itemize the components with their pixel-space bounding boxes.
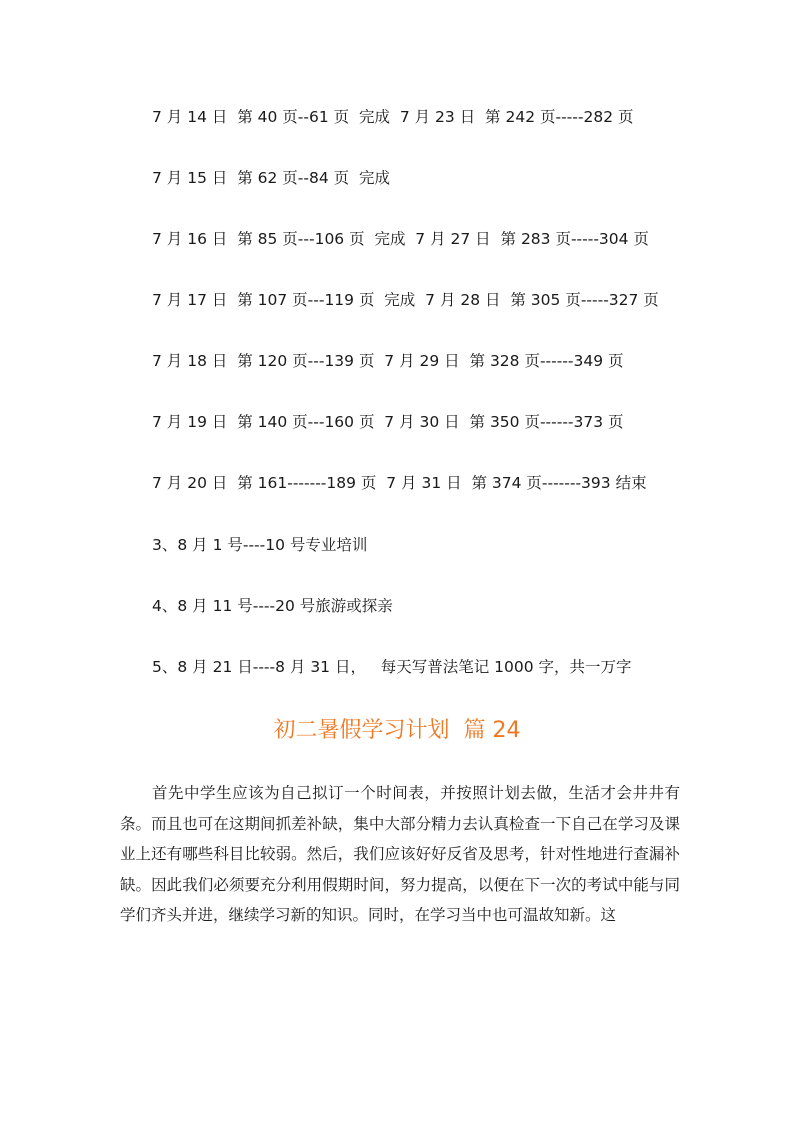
schedule-line-1: 7 月 14 日 第 40 页--61 页 完成 7 月 23 日 第 242 页-----282 页 bbox=[152, 108, 634, 126]
section-heading: 初二暑假学习计划 篇 24 bbox=[273, 718, 521, 743]
body-paragraph: 首先中学生应该为自己拟订一个时间表，并按照计划去做，生活才会井井有条。而且也可在这期间抓差补缺，集中大部分精力去认真检查一下自己在学习及课业上还有哪些科目比较弱。然后，我们应该好好反省及思考，针对性地进行查漏补缺。因此我们必须要充分利用假期时间，努力提高，以便在下一次的考试中能与同学们齐头并进，继续学习新的知识。同时，在学习当中也可温故知新。这 bbox=[120, 784, 680, 925]
schedule-line-4: 7 月 17 日 第 107 页---119 页 完成 7 月 28 日 第 305 页-----327 页 bbox=[152, 291, 659, 309]
plan-item-3: 3、8 月 1 号----10 号专业培训 bbox=[152, 536, 368, 554]
schedule-line-3: 7 月 16 日 第 85 页---106 页 完成 7 月 27 日 第 283 页-----304 页 bbox=[152, 230, 649, 248]
schedule-line-7: 7 月 20 日 第 161-------189 页 7 月 31 日 第 374 页-------393 结束 bbox=[152, 474, 647, 492]
schedule-line-5: 7 月 18 日 第 120 页---139 页 7 月 29 日 第 328 页------349 页 bbox=[152, 352, 624, 370]
schedule-line-6: 7 月 19 日 第 140 页---160 页 7 月 30 日 第 350 页------373 页 bbox=[152, 413, 624, 431]
plan-item-4: 4、8 月 11 号----20 号旅游或探亲 bbox=[152, 597, 393, 615]
plan-item-5: 5、8 月 21 日----8 月 31 日， 每天写普法笔记 1000 字，共一万字 bbox=[152, 658, 632, 676]
schedule-line-2: 7 月 15 日 第 62 页--84 页 完成 bbox=[152, 169, 390, 187]
